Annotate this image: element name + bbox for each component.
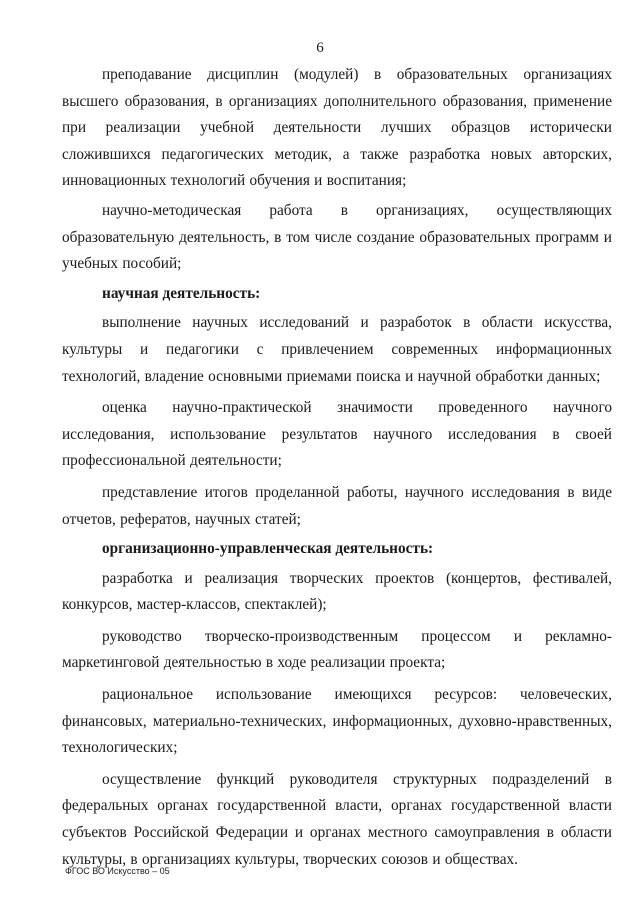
paragraph-creative-projects: разработка и реализация творческих проектов (концертов, фестивалей, конкурсов, мастер-классов, спектаклей);	[62, 569, 612, 614]
paragraph-production-management: руководство творческо-производственным процессом и рекламно-маркетинговой деятельностью в ходе реализации проекта;	[62, 627, 612, 672]
paragraph-teaching: преподавание дисциплин (модулей) в образовательных организациях высшего образования, в организациях дополнительного образования, применение при реализации учебной деятельности лучших образцов исторически сложившихся педагогических методик, а также разработка новых авторских, инновационных технологий обучения и воспитания;	[62, 66, 612, 190]
paragraph-methodical-work: научно-методическая работа в организациях, осуществляющих образовательную деятельность, в том числе создание образовательных программ и учебных пособий;	[62, 201, 612, 273]
paragraph-assessment: оценка научно-практической значимости проведенного научного исследования, использование результатов научного исследования в своей профессиональной деятельности;	[62, 399, 612, 470]
heading-research-activity: научная деятельность:	[102, 284, 261, 302]
paragraph-leadership: осуществление функций руководителя структурных подразделений в федеральных органах государственной власти, органах государственной власти субъектов Российской Федерации и органах местного самоуправления в области культуры, в организациях культуры, творческих союзов и обществах.	[62, 770, 612, 868]
paragraph-presentation: представление итогов проделанной работы, научного исследования в виде отчетов, рефератов, научных статей;	[62, 483, 612, 528]
document-body	[62, 62, 612, 873]
paragraph-research: выполнение научных исследований и разработок в области искусства, культуры и педагогики с привлечением современных информационных технологий, владение основными приемами поиска и научной обработки данных;	[62, 314, 612, 385]
page-number: 6	[316, 40, 324, 56]
heading-management-activity: организационно-управленческая деятельность:	[102, 540, 434, 558]
paragraph-resources: рациональное использование имеющихся ресурсов: человеческих, финансовых, материально-технических, информационных, духовно-нравственных, технологических;	[62, 686, 612, 757]
footer-document-code: ФГОС ВО Искусство – 05	[65, 866, 170, 876]
